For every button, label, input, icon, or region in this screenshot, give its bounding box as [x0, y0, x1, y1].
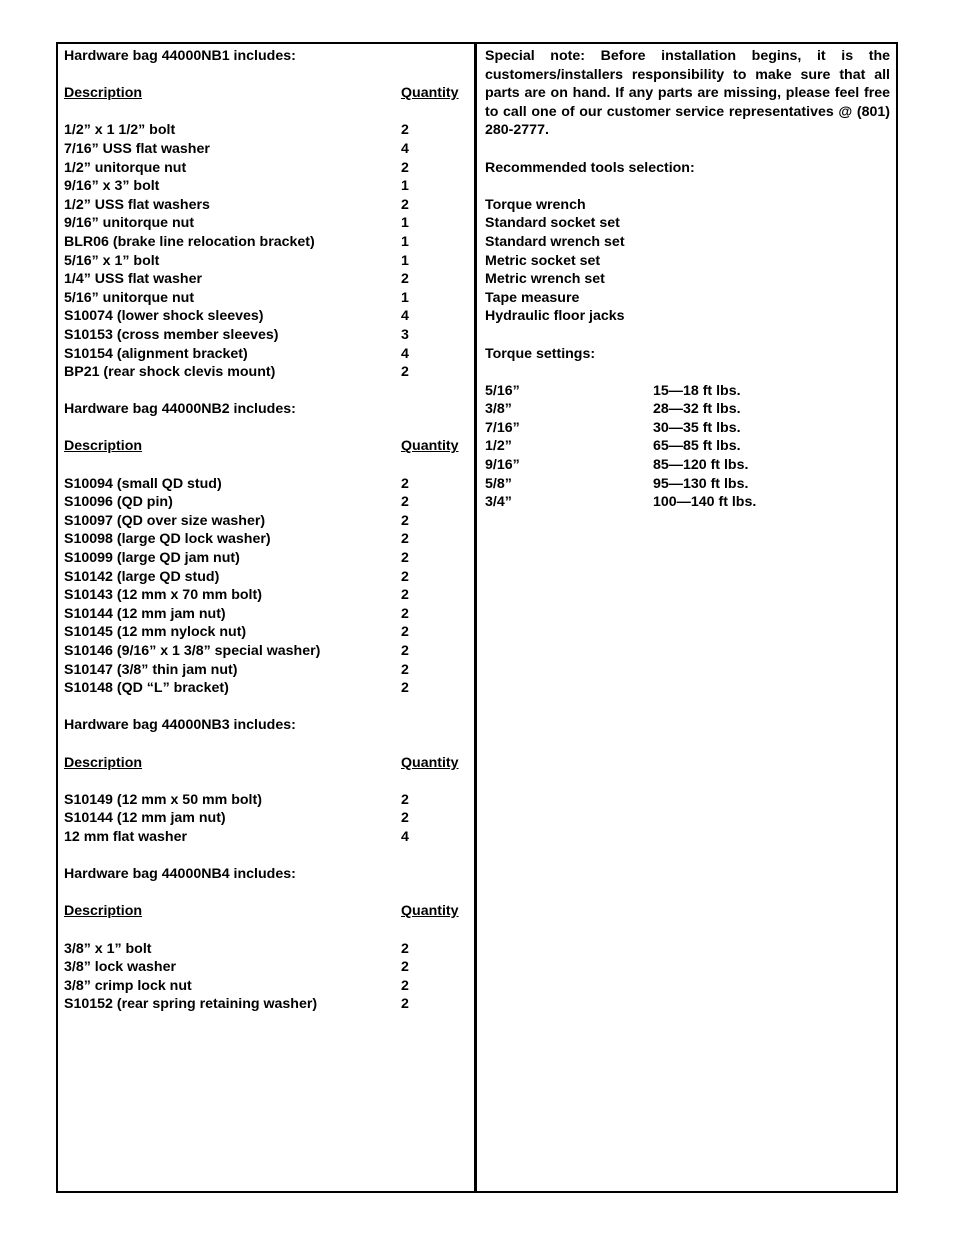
torque-size: 3/4” — [485, 494, 512, 511]
item-description: 1/2” unitorque nut — [64, 159, 187, 176]
table-row — [64, 958, 466, 977]
item-description: S10096 (QD pin) — [64, 494, 173, 511]
item-quantity: 2 — [401, 531, 409, 548]
quantity-header: Quantity — [401, 438, 459, 455]
item-quantity: 2 — [401, 643, 409, 659]
table-row — [64, 196, 466, 215]
torque-table — [485, 382, 890, 512]
quantity-header: Quantity — [401, 754, 459, 771]
tools-list — [485, 196, 890, 326]
table-row — [64, 159, 466, 178]
item-quantity: 2 — [401, 494, 409, 511]
tool-item: Torque wrench — [485, 196, 586, 213]
item-description: S10146 (9/16” x 1 3/8” special washer) — [64, 643, 321, 659]
item-description: S10143 (12 mm x 70 mm bolt) — [64, 587, 262, 604]
tool-item: Hydraulic floor jacks — [485, 308, 625, 325]
item-description: 9/16” unitorque nut — [64, 215, 195, 232]
item-description: S10147 (3/8” thin jam nut) — [64, 661, 238, 678]
table-row — [64, 307, 466, 326]
table-row — [64, 121, 466, 140]
description-header: Description — [64, 438, 143, 455]
item-quantity: 2 — [401, 196, 409, 213]
bag-title: Hardware bag 44000NB1 includes: — [64, 48, 296, 64]
item-description: S10152 (rear spring retaining washer) — [64, 996, 318, 1013]
item-quantity: 2 — [401, 810, 409, 827]
table-row — [64, 214, 466, 233]
item-description: S10148 (QD “L” bracket) — [64, 680, 229, 697]
item-quantity: 2 — [401, 791, 409, 808]
table-row — [64, 605, 466, 624]
special-note: Special note: Before installation begins, it is the customers/installers responsibility to make sure that all parts are on hand. If any parts are missing, please feel free to call one of our customer service representatives @ (801) 280-2777. — [485, 48, 890, 139]
table-row — [64, 995, 466, 1014]
table-row — [64, 530, 466, 549]
tool-item: Metric wrench set — [485, 271, 605, 288]
item-description: S10074 (lower shock sleeves) — [64, 308, 264, 325]
description-header: Description — [64, 85, 143, 102]
item-description: 5/16” unitorque nut — [64, 289, 195, 306]
item-description: 1/2” USS flat washers — [64, 196, 210, 213]
item-quantity: 2 — [401, 512, 409, 529]
torque-row — [485, 419, 890, 438]
tool-item: Tape measure — [485, 289, 580, 306]
item-quantity: 2 — [401, 159, 409, 176]
table-row — [64, 568, 466, 587]
item-description: S10149 (12 mm x 50 mm bolt) — [64, 791, 262, 808]
item-quantity: 2 — [401, 475, 409, 492]
item-quantity: 2 — [401, 271, 409, 288]
torque-row — [485, 382, 890, 401]
description-header: Description — [64, 903, 143, 920]
torque-row — [485, 437, 890, 456]
item-quantity: 1 — [401, 178, 409, 195]
item-quantity: 2 — [401, 661, 409, 678]
bag-table-header — [64, 437, 466, 456]
quantity-header: Quantity — [401, 903, 459, 920]
quantity-header: Quantity — [401, 85, 459, 102]
item-description: 3/8” crimp lock nut — [64, 977, 192, 994]
table-row — [64, 252, 466, 271]
table-row — [64, 512, 466, 531]
column-divider — [474, 42, 477, 1193]
item-quantity: 1 — [401, 252, 409, 269]
item-quantity: 2 — [401, 977, 409, 994]
torque-value: 85—120 ft lbs. — [653, 457, 749, 474]
table-row — [64, 363, 466, 382]
item-quantity: 2 — [401, 122, 409, 139]
item-description: S10098 (large QD lock washer) — [64, 531, 271, 548]
table-row — [64, 809, 466, 828]
torque-value: 65—85 ft lbs. — [653, 438, 741, 455]
tool-item: Standard socket set — [485, 215, 620, 232]
bag-table-header — [64, 754, 466, 773]
item-description: S10154 (alignment bracket) — [64, 345, 248, 362]
torque-value: 95—130 ft lbs. — [653, 475, 749, 492]
table-row — [64, 326, 466, 345]
torque-row — [485, 493, 890, 512]
torque-size: 5/16” — [485, 382, 520, 399]
item-description: 3/8” x 1” bolt — [64, 940, 152, 957]
bag-title: Hardware bag 44000NB4 includes: — [64, 866, 296, 883]
item-quantity: 2 — [401, 587, 409, 604]
item-quantity: 1 — [401, 215, 409, 232]
table-row — [64, 679, 466, 698]
item-quantity: 2 — [401, 959, 409, 976]
tools-title: Recommended tools selection: — [485, 159, 695, 176]
item-description: 7/16” USS flat washer — [64, 140, 210, 157]
item-description: 3/8” lock washer — [64, 959, 176, 976]
item-description: S10153 (cross member sleeves) — [64, 326, 279, 343]
torque-value: 28—32 ft lbs. — [653, 401, 741, 418]
item-description: S10094 (small QD stud) — [64, 475, 222, 492]
item-description: S10142 (large QD stud) — [64, 568, 220, 585]
info-column — [485, 47, 890, 512]
item-quantity: 2 — [401, 364, 409, 381]
table-row — [64, 549, 466, 568]
torque-size: 7/16” — [485, 419, 520, 436]
table-row — [64, 940, 466, 959]
table-row — [64, 270, 466, 289]
table-row — [64, 642, 466, 661]
item-description: S10144 (12 mm jam nut) — [64, 810, 226, 827]
table-row — [64, 586, 466, 605]
item-description: S10097 (QD over size washer) — [64, 512, 266, 529]
torque-value: 15—18 ft lbs. — [653, 382, 741, 399]
item-description: 12 mm flat washer — [64, 828, 188, 845]
item-description: BP21 (rear shock clevis mount) — [64, 364, 276, 381]
bag-title: Hardware bag 44000NB3 includes: — [64, 717, 296, 734]
item-quantity: 1 — [401, 233, 409, 250]
hardware-bags-column — [64, 47, 466, 1014]
item-quantity: 2 — [401, 680, 409, 697]
item-quantity: 2 — [401, 550, 409, 567]
table-row — [64, 791, 466, 810]
item-quantity: 1 — [401, 289, 409, 306]
torque-title: Torque settings: — [485, 345, 596, 362]
tool-item: Standard wrench set — [485, 233, 625, 250]
item-quantity: 4 — [401, 828, 409, 845]
bag-table-header — [64, 902, 466, 921]
table-row — [64, 289, 466, 308]
torque-value: 30—35 ft lbs. — [653, 419, 741, 436]
torque-size: 9/16” — [485, 457, 520, 474]
item-description: 1/4” USS flat washer — [64, 271, 202, 288]
torque-row — [485, 475, 890, 494]
table-row — [64, 177, 466, 196]
torque-value: 100—140 ft lbs. — [653, 494, 757, 511]
item-quantity: 4 — [401, 308, 409, 325]
table-row — [64, 661, 466, 680]
item-description: 9/16” x 3” bolt — [64, 178, 160, 195]
item-description: S10144 (12 mm jam nut) — [64, 605, 226, 622]
table-row — [64, 493, 466, 512]
item-description: S10145 (12 mm nylock nut) — [64, 624, 247, 641]
torque-size: 3/8” — [485, 401, 512, 418]
item-description: BLR06 (brake line relocation bracket) — [64, 233, 315, 250]
item-description: S10099 (large QD jam nut) — [64, 550, 240, 567]
item-quantity: 4 — [401, 345, 409, 362]
table-row — [64, 623, 466, 642]
item-quantity: 2 — [401, 996, 409, 1013]
item-quantity: 2 — [401, 605, 409, 622]
bag-title: Hardware bag 44000NB2 includes: — [64, 401, 296, 418]
item-quantity: 2 — [401, 624, 409, 641]
item-quantity: 2 — [401, 568, 409, 585]
table-row — [64, 140, 466, 159]
item-quantity: 3 — [401, 326, 409, 343]
torque-row — [485, 400, 890, 419]
torque-size: 5/8” — [485, 475, 512, 492]
tool-item: Metric socket set — [485, 252, 601, 269]
table-row — [64, 977, 466, 996]
torque-row — [485, 456, 890, 475]
item-description: 1/2” x 1 1/2” bolt — [64, 122, 176, 139]
table-row — [64, 233, 466, 252]
table-row — [64, 828, 466, 847]
item-description: 5/16” x 1” bolt — [64, 252, 160, 269]
table-row — [64, 345, 466, 364]
torque-size: 1/2” — [485, 438, 512, 455]
description-header: Description — [64, 754, 143, 771]
item-quantity: 4 — [401, 140, 409, 157]
item-quantity: 2 — [401, 940, 409, 957]
bag-table-header — [64, 84, 466, 103]
table-row — [64, 475, 466, 494]
